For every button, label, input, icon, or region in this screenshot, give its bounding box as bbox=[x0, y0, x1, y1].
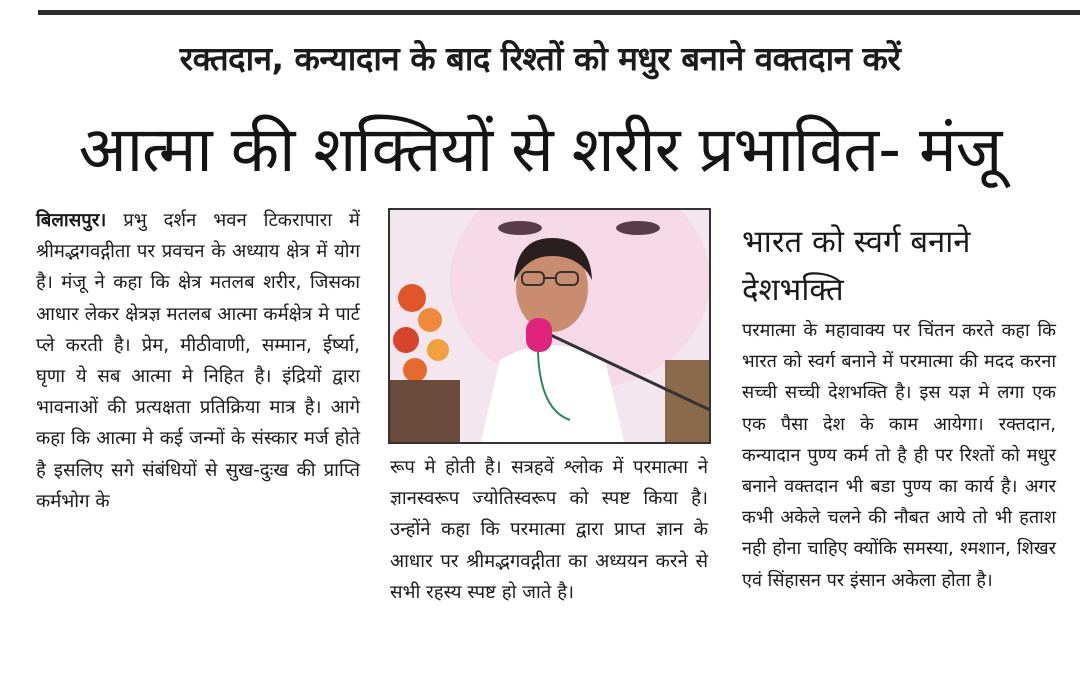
dateline: बिलासपुर। bbox=[36, 210, 107, 231]
news-photo bbox=[388, 208, 711, 444]
column-right bbox=[742, 315, 1056, 596]
column-left-text: प्रभु दर्शन भवन टिकरापारा में श्रीमद्भगवद्गीता पर प्रवचन के अध्याय क्षेत्र में योग है। मंजू ने कहा कि क्षेत्र मतलब शरीर, जिसका आधार लेकर क्षेत्रज्ञ मतलब आत्मा कर्मक्षेत्र मे पार्ट प्ले करती है। प्रेम, मीठीवाणी, सम्मान, ईर्ष्या, घृणा ये सब आत्मा मे निहित है। इंद्रियों द्वारा भावनाओं की प्रत्यक्षता प्रतिक्रिया मात्र है। आगे कहा कि आत्मा मे कई जन्मों के संस्कार मर्ज होते है इसलिए सगे संबंधियों से सुख-दुःख की प्राप्ति कर्मभोग के bbox=[36, 210, 360, 512]
main-headline: आत्मा की शक्तियों से शरीर प्रभावित- मंजू bbox=[78, 113, 1002, 186]
column-right-text: परमात्मा के महावाक्य पर चिंतन करते कहा कि भारत को स्वर्ग बनाने में परमात्मा की मदद करना सच्ची सच्ची देशभक्ति है। इस यज्ञ मे लगा एक एक पैसा देश के काम आयेगा। रक्तदान, कन्यादान पुण्य कर्म तो है ही पर रिश्तों को मधुर बनाने वक्तदान भी बडा पुण्य का कार्य है। अगर कभी अकेले चलने की नौबत आये तो भी हताश नही होना चाहिए क्योंकि समस्या, श्मशान, शिखर एवं सिंहासन पर इंसान अकेला होता है। bbox=[742, 320, 1056, 591]
kicker-headline: रक्तदान, कन्यादान के बाद रिश्तों को मधुर बनाने वक्तदान करें bbox=[179, 39, 901, 78]
subheading: भारत को स्वर्ग बनाने देशभक्ति bbox=[742, 224, 971, 308]
photo-speaker-illustration bbox=[390, 210, 711, 444]
column-middle-text: रूप मे होती है। सत्रहवें श्लोक में परमात्मा ने ज्ञानस्वरूप ज्योतिस्वरूप को स्पष्ट किया है। उन्होंने कहा कि परमात्मा द्वारा प्राप्त ज्ञान के आधार पर श्रीमद्भगवद्गीता का अध्ययन करने से सभी रहस्य स्पष्ट हो जाते है। bbox=[390, 457, 708, 603]
column-left bbox=[36, 205, 360, 517]
top-rule bbox=[38, 10, 1080, 15]
column-middle bbox=[390, 452, 708, 608]
